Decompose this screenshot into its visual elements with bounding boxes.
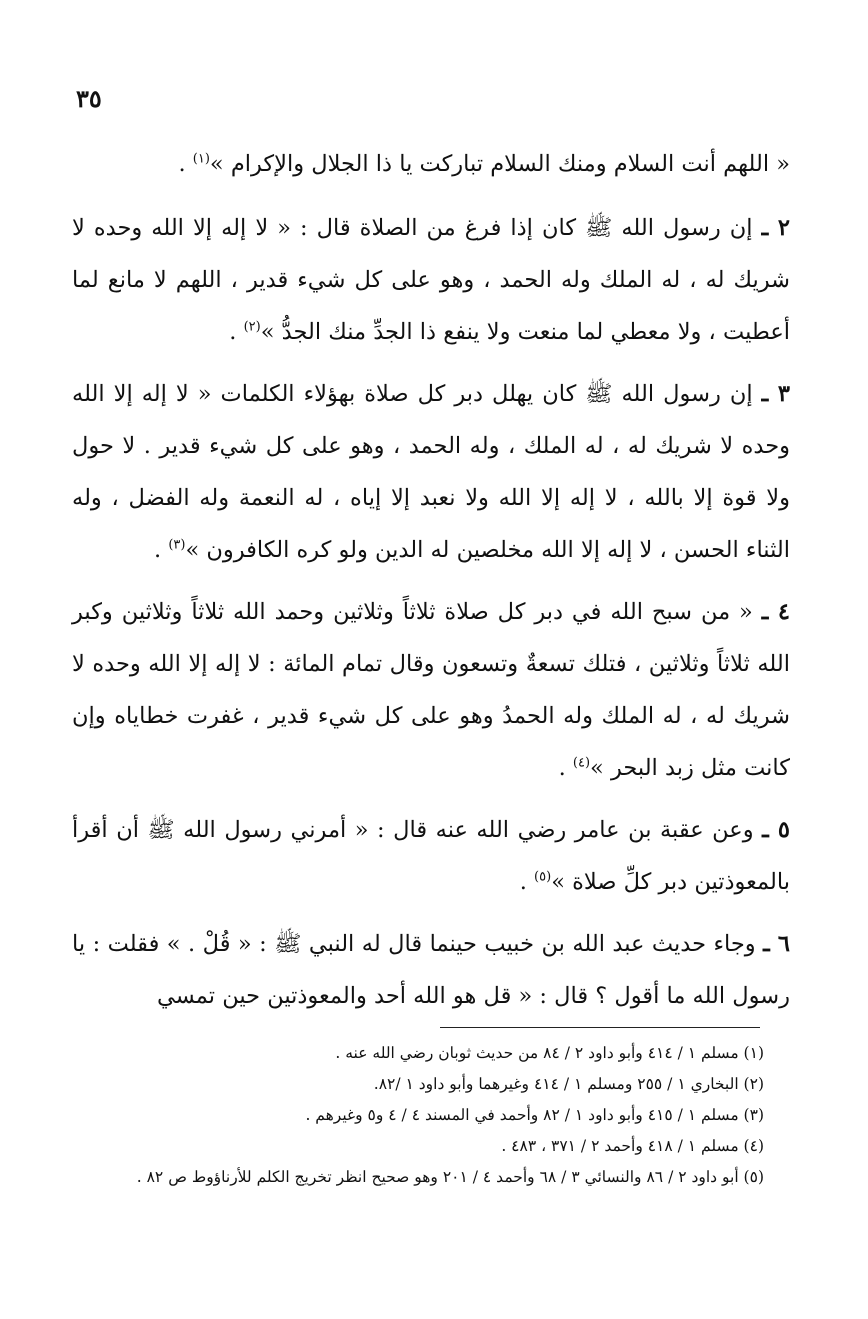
paragraph-5: [72, 804, 790, 908]
paragraph-tail: .: [229, 319, 244, 345]
paragraph-tail: .: [519, 869, 535, 895]
page-number: ٣٥: [76, 84, 102, 113]
paragraph-number: ٥ ـ: [762, 817, 790, 843]
paragraph-text: إن رسول الله ﷺ كان إذا فرغ من الصلاة قال : « لا إله إلا الله وحده لا شريك له ، له الملك وله الحمد ، وهو على كل شيء قدير ، اللهم لا مانع لما أعطيت ، ولا معطي لما منعت ولا ينفع ذا الجدِّ منك الجدُّ »: [72, 215, 790, 345]
paragraph-6: [72, 918, 790, 1022]
footnote-1: (١) مسلم ١ / ٤١٤ وأبو داود ٢ / ٨٤ من حديث ثوبان رضي الله عنه .: [335, 1044, 764, 1062]
paragraph-text: « من سبح الله في دبر كل صلاة ثلاثاً وثلاثين وحمد الله ثلاثاً وثلاثين وكبر الله ثلاثاً وثلاثين ، فتلك تسعةٌ وتسعون وقال تمام المائة : لا إله إلا الله وحده لا شريك له ، له الملك وله الحمدُ وهو على كل شيء قدير ، غفرت خطاياه وإن كانت مثل زبد البحر »: [72, 599, 790, 781]
paragraph-text: « اللهم أنت السلام ومنك السلام تباركت يا ذا الجلال والإكرام »: [209, 151, 790, 177]
footnote-4: (٤) مسلم ١ / ٤١٨ وأحمد ٢ / ٣٧١ ، ٤٨٣ .: [501, 1137, 764, 1155]
paragraph-text: وجاء حديث عبد الله بن خبيب حينما قال له النبي ﷺ : « قُلْ . » فقلت : يا رسول الله ما أقول ؟ قال : « قل هو الله أحد والمعوذتين حين تمسي: [72, 931, 790, 1009]
paragraph-number: ٦ ـ: [763, 931, 790, 957]
footnote-ref: (٥): [534, 869, 552, 885]
footnotes: [72, 1038, 764, 1193]
footnote-ref: (٣): [168, 537, 186, 553]
footnote-3: (٣) مسلم ١ / ٤١٥ وأبو داود ١ / ٨٢ وأحمد في المسند ٤ / ٤ و٥ وغيرهم .: [305, 1106, 764, 1124]
footnote-5: (٥) أبو داود ٢ / ٨٦ والنسائي ٣ / ٦٨ وأحمد ٤ / ٢٠١ وهو صحيح انظر تخريج الكلم للأرناؤوط ص ٨٢ .: [136, 1168, 764, 1186]
paragraph-4: [72, 586, 790, 794]
paragraph-text: وعن عقبة بن عامر رضي الله عنه قال : « أمرني رسول الله ﷺ أن أقرأ بالمعوذتين دبر كلِّ صلاة »: [72, 817, 790, 895]
paragraph-2: [72, 202, 790, 358]
paragraph-text: إن رسول الله ﷺ كان يهلل دبر كل صلاة بهؤلاء الكلمات « لا إله إلا الله وحده لا شريك له ، له الملك ، وله الحمد ، وهو على كل شيء قدير . لا حول ولا قوة إلا بالله ، لا إله إلا الله ولا نعبد إلا إياه ، له النعمة وله الفضل ، وله الثناء الحسن ، لا إله إلا الله مخلصين له الدين ولو كره الكافرون »: [72, 381, 790, 563]
footnote-ref: (٤): [572, 755, 591, 771]
footnote-divider: [440, 1027, 760, 1028]
paragraph-3: [72, 368, 790, 576]
footnote-ref: (١): [192, 151, 210, 167]
footnote-ref: (٢): [243, 319, 261, 335]
paragraph-tail: .: [558, 755, 573, 781]
paragraph-tail: .: [178, 151, 193, 177]
paragraph-tail: .: [154, 537, 169, 563]
paragraph-number: ٤ ـ: [761, 599, 790, 625]
main-text: [72, 138, 790, 1032]
paragraph-number: ٣ ـ: [761, 381, 790, 407]
footnote-2: (٢) البخاري ١ / ٢٥٥ ومسلم ١ / ٤١٤ وغيرهما وأبو داود ١ /٨٢.: [373, 1075, 764, 1093]
paragraph-1: [72, 138, 790, 190]
paragraph-number: ٢ ـ: [761, 215, 790, 241]
